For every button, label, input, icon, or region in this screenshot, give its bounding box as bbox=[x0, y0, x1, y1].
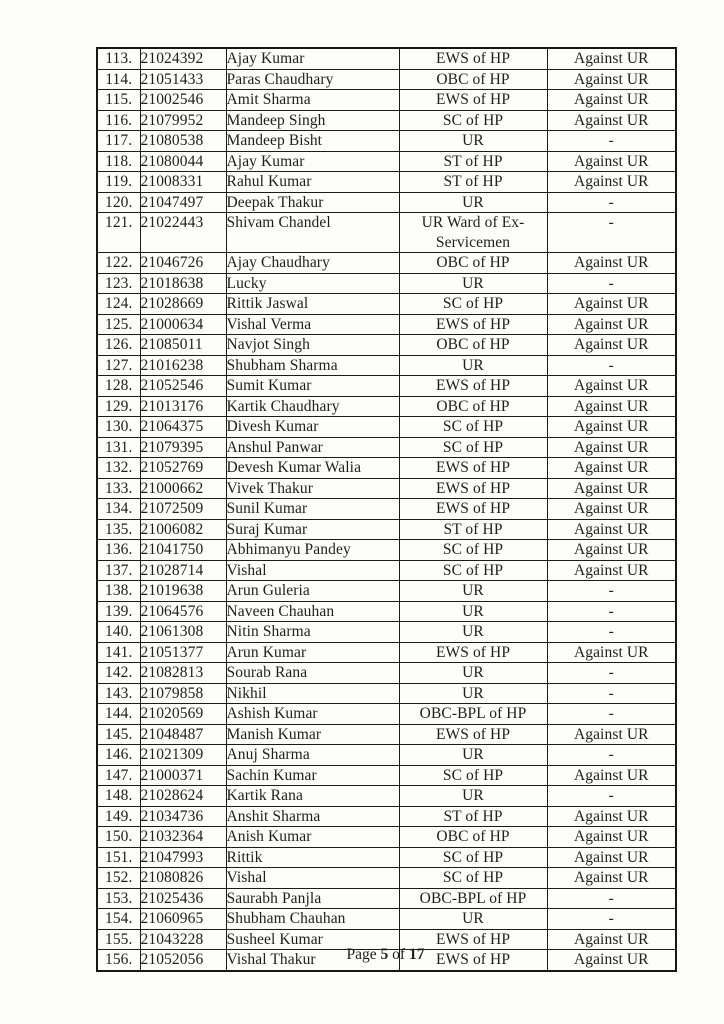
remark-cell: - bbox=[547, 786, 676, 807]
category-cell: SC of HP bbox=[399, 868, 547, 889]
category-cell: ST of HP bbox=[399, 519, 547, 540]
table-row bbox=[97, 110, 676, 131]
table-row bbox=[97, 458, 676, 479]
remark-cell: - bbox=[547, 888, 676, 909]
candidate-name-cell: Paras Chaudhary bbox=[226, 69, 399, 90]
serial-number-cell: 120. bbox=[97, 192, 140, 213]
category-cell: SC of HP bbox=[399, 847, 547, 868]
candidate-name-cell: Sumit Kumar bbox=[226, 376, 399, 397]
table-row bbox=[97, 888, 676, 909]
roll-number-cell: 21024392 bbox=[140, 48, 226, 69]
candidate-name-cell: Devesh Kumar Walia bbox=[226, 458, 399, 479]
category-cell: EWS of HP bbox=[399, 376, 547, 397]
roll-number-cell: 21051433 bbox=[140, 69, 226, 90]
category-cell: SC of HP bbox=[399, 437, 547, 458]
remark-cell: Against UR bbox=[547, 335, 676, 356]
candidate-name-cell: Lucky bbox=[226, 273, 399, 294]
remark-cell: Against UR bbox=[547, 642, 676, 663]
remark-cell: - bbox=[547, 745, 676, 766]
candidate-name-cell: Naveen Chauhan bbox=[226, 601, 399, 622]
roll-number-cell: 21028669 bbox=[140, 294, 226, 315]
roll-number-cell: 21064375 bbox=[140, 417, 226, 438]
category-cell: ST of HP bbox=[399, 172, 547, 193]
roll-number-cell: 21028714 bbox=[140, 560, 226, 581]
roll-number-cell: 21013176 bbox=[140, 396, 226, 417]
serial-number-cell: 149. bbox=[97, 806, 140, 827]
category-cell: OBC of HP bbox=[399, 827, 547, 848]
candidate-name-cell: Nikhil bbox=[226, 683, 399, 704]
candidate-name-cell: Kartik Rana bbox=[226, 786, 399, 807]
candidate-name-cell: Shubham Sharma bbox=[226, 355, 399, 376]
serial-number-cell: 119. bbox=[97, 172, 140, 193]
remark-cell: - bbox=[547, 192, 676, 213]
roll-number-cell: 21000634 bbox=[140, 314, 226, 335]
roll-number-cell: 21047497 bbox=[140, 192, 226, 213]
remark-cell: Against UR bbox=[547, 560, 676, 581]
roll-number-cell: 21048487 bbox=[140, 724, 226, 745]
category-cell: EWS of HP bbox=[399, 929, 547, 950]
roll-number-cell: 21079952 bbox=[140, 110, 226, 131]
candidate-name-cell: Abhimanyu Pandey bbox=[226, 540, 399, 561]
serial-number-cell: 144. bbox=[97, 704, 140, 725]
remark-cell: Against UR bbox=[547, 724, 676, 745]
roll-number-cell: 21016238 bbox=[140, 355, 226, 376]
table-row bbox=[97, 151, 676, 172]
candidate-name-cell: Anshit Sharma bbox=[226, 806, 399, 827]
category-cell: UR bbox=[399, 601, 547, 622]
serial-number-cell: 117. bbox=[97, 131, 140, 152]
serial-number-cell: 141. bbox=[97, 642, 140, 663]
serial-number-cell: 151. bbox=[97, 847, 140, 868]
candidate-name-cell: Nitin Sharma bbox=[226, 622, 399, 643]
candidate-name-cell: Manish Kumar bbox=[226, 724, 399, 745]
remark-cell: - bbox=[547, 213, 676, 253]
serial-number-cell: 143. bbox=[97, 683, 140, 704]
table-row bbox=[97, 48, 676, 69]
table-row bbox=[97, 273, 676, 294]
category-cell: UR bbox=[399, 273, 547, 294]
serial-number-cell: 131. bbox=[97, 437, 140, 458]
candidate-name-cell: Vishal bbox=[226, 560, 399, 581]
serial-number-cell: 127. bbox=[97, 355, 140, 376]
candidate-name-cell: Mandeep Bisht bbox=[226, 131, 399, 152]
page-footer bbox=[96, 945, 675, 965]
serial-number-cell: 121. bbox=[97, 213, 140, 253]
category-cell: ST of HP bbox=[399, 806, 547, 827]
table-row bbox=[97, 642, 676, 663]
table-row bbox=[97, 560, 676, 581]
serial-number-cell: 132. bbox=[97, 458, 140, 479]
category-cell: OBC of HP bbox=[399, 253, 547, 274]
remark-cell: Against UR bbox=[547, 110, 676, 131]
remark-cell: - bbox=[547, 601, 676, 622]
candidate-name-cell: Amit Sharma bbox=[226, 90, 399, 111]
roll-number-cell: 21061308 bbox=[140, 622, 226, 643]
category-cell: EWS of HP bbox=[399, 314, 547, 335]
roll-number-cell: 21072509 bbox=[140, 499, 226, 520]
category-cell: OBC-BPL of HP bbox=[399, 888, 547, 909]
category-cell: OBC of HP bbox=[399, 335, 547, 356]
serial-number-cell: 153. bbox=[97, 888, 140, 909]
remark-cell: Against UR bbox=[547, 437, 676, 458]
remark-cell: Against UR bbox=[547, 69, 676, 90]
serial-number-cell: 123. bbox=[97, 273, 140, 294]
table-row bbox=[97, 376, 676, 397]
table-row bbox=[97, 847, 676, 868]
remark-cell: Against UR bbox=[547, 253, 676, 274]
candidate-name-cell: Rittik Jaswal bbox=[226, 294, 399, 315]
table-row bbox=[97, 724, 676, 745]
table-row bbox=[97, 417, 676, 438]
category-cell: OBC of HP bbox=[399, 396, 547, 417]
category-cell: UR bbox=[399, 909, 547, 930]
table-row bbox=[97, 396, 676, 417]
remark-cell: - bbox=[547, 131, 676, 152]
serial-number-cell: 154. bbox=[97, 909, 140, 930]
table-row bbox=[97, 540, 676, 561]
remark-cell: - bbox=[547, 909, 676, 930]
table-row bbox=[97, 622, 676, 643]
remark-cell: - bbox=[547, 581, 676, 602]
serial-number-cell: 137. bbox=[97, 560, 140, 581]
table-row bbox=[97, 683, 676, 704]
serial-number-cell: 116. bbox=[97, 110, 140, 131]
category-cell: SC of HP bbox=[399, 417, 547, 438]
table-row bbox=[97, 355, 676, 376]
table-row bbox=[97, 909, 676, 930]
category-cell: SC of HP bbox=[399, 294, 547, 315]
table-row bbox=[97, 581, 676, 602]
serial-number-cell: 128. bbox=[97, 376, 140, 397]
candidate-name-cell: Anuj Sharma bbox=[226, 745, 399, 766]
candidate-name-cell: Susheel Kumar bbox=[226, 929, 399, 950]
footer-of-label: of bbox=[392, 946, 406, 963]
roll-number-cell: 21051377 bbox=[140, 642, 226, 663]
remark-cell: Against UR bbox=[547, 806, 676, 827]
table-row bbox=[97, 90, 676, 111]
category-cell: UR bbox=[399, 581, 547, 602]
roll-number-cell: 21018638 bbox=[140, 273, 226, 294]
serial-number-cell: 133. bbox=[97, 478, 140, 499]
table-row bbox=[97, 499, 676, 520]
roll-number-cell: 21000662 bbox=[140, 478, 226, 499]
remark-cell: Against UR bbox=[547, 519, 676, 540]
category-cell: EWS of HP bbox=[399, 478, 547, 499]
table-row bbox=[97, 663, 676, 684]
category-cell: EWS of HP bbox=[399, 724, 547, 745]
category-cell: UR Ward of Ex-Servicemen bbox=[399, 213, 547, 253]
candidate-name-cell: Vishal Verma bbox=[226, 314, 399, 335]
serial-number-cell: 138. bbox=[97, 581, 140, 602]
category-cell: EWS of HP bbox=[399, 642, 547, 663]
serial-number-cell: 125. bbox=[97, 314, 140, 335]
table-row bbox=[97, 827, 676, 848]
category-cell: UR bbox=[399, 683, 547, 704]
candidate-name-cell: Rahul Kumar bbox=[226, 172, 399, 193]
roll-number-cell: 21020569 bbox=[140, 704, 226, 725]
serial-number-cell: 118. bbox=[97, 151, 140, 172]
candidate-name-cell: Sachin Kumar bbox=[226, 765, 399, 786]
roll-number-cell: 21022443 bbox=[140, 213, 226, 253]
table-row bbox=[97, 192, 676, 213]
candidate-name-cell: Saurabh Panjla bbox=[226, 888, 399, 909]
candidate-name-cell: Shivam Chandel bbox=[226, 213, 399, 253]
table-row bbox=[97, 868, 676, 889]
roll-number-cell: 21079395 bbox=[140, 437, 226, 458]
serial-number-cell: 140. bbox=[97, 622, 140, 643]
table-row bbox=[97, 786, 676, 807]
category-cell: SC of HP bbox=[399, 560, 547, 581]
remark-cell: Against UR bbox=[547, 929, 676, 950]
category-cell: SC of HP bbox=[399, 765, 547, 786]
category-cell: UR bbox=[399, 355, 547, 376]
roll-number-cell: 21028624 bbox=[140, 786, 226, 807]
remark-cell: Against UR bbox=[547, 151, 676, 172]
remark-cell: - bbox=[547, 663, 676, 684]
candidate-name-cell: Suraj Kumar bbox=[226, 519, 399, 540]
candidate-name-cell: Divesh Kumar bbox=[226, 417, 399, 438]
remark-cell: Against UR bbox=[547, 827, 676, 848]
serial-number-cell: 136. bbox=[97, 540, 140, 561]
serial-number-cell: 139. bbox=[97, 601, 140, 622]
footer-total-pages: 17 bbox=[408, 946, 425, 963]
candidate-name-cell: Arun Guleria bbox=[226, 581, 399, 602]
table-row bbox=[97, 253, 676, 274]
category-cell: ST of HP bbox=[399, 151, 547, 172]
roll-number-cell: 21032364 bbox=[140, 827, 226, 848]
candidate-name-cell: Ajay Kumar bbox=[226, 151, 399, 172]
roll-number-cell: 21082813 bbox=[140, 663, 226, 684]
remark-cell: Against UR bbox=[547, 314, 676, 335]
remark-cell: - bbox=[547, 704, 676, 725]
remark-cell: Against UR bbox=[547, 396, 676, 417]
remark-cell: - bbox=[547, 622, 676, 643]
remark-cell: Against UR bbox=[547, 950, 676, 971]
category-cell: SC of HP bbox=[399, 110, 547, 131]
table-row bbox=[97, 704, 676, 725]
candidate-name-cell: Arun Kumar bbox=[226, 642, 399, 663]
remark-cell: Against UR bbox=[547, 417, 676, 438]
roll-number-cell: 21006082 bbox=[140, 519, 226, 540]
remark-cell: Against UR bbox=[547, 376, 676, 397]
candidate-name-cell: Mandeep Singh bbox=[226, 110, 399, 131]
roll-number-cell: 21047993 bbox=[140, 847, 226, 868]
serial-number-cell: 134. bbox=[97, 499, 140, 520]
roll-number-cell: 21034736 bbox=[140, 806, 226, 827]
table-row bbox=[97, 519, 676, 540]
remark-cell: Against UR bbox=[547, 499, 676, 520]
remark-cell: Against UR bbox=[547, 765, 676, 786]
roll-number-cell: 21000371 bbox=[140, 765, 226, 786]
roll-number-cell: 21008331 bbox=[140, 172, 226, 193]
serial-number-cell: 114. bbox=[97, 69, 140, 90]
candidate-name-cell: Sunil Kumar bbox=[226, 499, 399, 520]
remark-cell: Against UR bbox=[547, 90, 676, 111]
table-row bbox=[97, 172, 676, 193]
serial-number-cell: 150. bbox=[97, 827, 140, 848]
roll-number-cell: 21080538 bbox=[140, 131, 226, 152]
roll-number-cell: 21043228 bbox=[140, 929, 226, 950]
table-row bbox=[97, 745, 676, 766]
remark-cell: Against UR bbox=[547, 172, 676, 193]
table-row bbox=[97, 601, 676, 622]
table-row bbox=[97, 335, 676, 356]
candidate-name-cell: Vivek Thakur bbox=[226, 478, 399, 499]
table-row bbox=[97, 69, 676, 90]
roll-number-cell: 21046726 bbox=[140, 253, 226, 274]
roll-number-cell: 21064576 bbox=[140, 601, 226, 622]
category-cell: EWS of HP bbox=[399, 90, 547, 111]
candidate-name-cell: Sourab Rana bbox=[226, 663, 399, 684]
candidate-name-cell: Anish Kumar bbox=[226, 827, 399, 848]
category-cell: SC of HP bbox=[399, 540, 547, 561]
remark-cell: Against UR bbox=[547, 847, 676, 868]
roll-number-cell: 21052546 bbox=[140, 376, 226, 397]
serial-number-cell: 122. bbox=[97, 253, 140, 274]
category-cell: UR bbox=[399, 663, 547, 684]
table-row bbox=[97, 437, 676, 458]
serial-number-cell: 145. bbox=[97, 724, 140, 745]
candidate-name-cell: Kartik Chaudhary bbox=[226, 396, 399, 417]
candidate-name-cell: Ajay Chaudhary bbox=[226, 253, 399, 274]
category-cell: EWS of HP bbox=[399, 458, 547, 479]
category-cell: UR bbox=[399, 786, 547, 807]
roll-number-cell: 21021309 bbox=[140, 745, 226, 766]
serial-number-cell: 147. bbox=[97, 765, 140, 786]
serial-number-cell: 152. bbox=[97, 868, 140, 889]
table-row bbox=[97, 294, 676, 315]
roll-number-cell: 21052056 bbox=[140, 950, 226, 971]
serial-number-cell: 124. bbox=[97, 294, 140, 315]
category-cell: UR bbox=[399, 192, 547, 213]
table-row bbox=[97, 314, 676, 335]
roll-number-cell: 21079858 bbox=[140, 683, 226, 704]
footer-page-label: Page bbox=[346, 946, 377, 963]
table-body bbox=[97, 48, 676, 971]
table-row bbox=[97, 765, 676, 786]
roll-number-cell: 21041750 bbox=[140, 540, 226, 561]
remark-cell: - bbox=[547, 683, 676, 704]
candidate-name-cell: Vishal bbox=[226, 868, 399, 889]
serial-number-cell: 113. bbox=[97, 48, 140, 69]
roll-number-cell: 21085011 bbox=[140, 335, 226, 356]
candidate-name-cell: Deepak Thakur bbox=[226, 192, 399, 213]
remark-cell: Against UR bbox=[547, 478, 676, 499]
roll-number-cell: 21080044 bbox=[140, 151, 226, 172]
category-cell: UR bbox=[399, 131, 547, 152]
remark-cell: Against UR bbox=[547, 48, 676, 69]
serial-number-cell: 129. bbox=[97, 396, 140, 417]
remark-cell: Against UR bbox=[547, 294, 676, 315]
serial-number-cell: 135. bbox=[97, 519, 140, 540]
roll-number-cell: 21080826 bbox=[140, 868, 226, 889]
serial-number-cell: 130. bbox=[97, 417, 140, 438]
roll-number-cell: 21019638 bbox=[140, 581, 226, 602]
candidate-name-cell: Anshul Panwar bbox=[226, 437, 399, 458]
merit-list-table bbox=[96, 47, 677, 972]
roll-number-cell: 21025436 bbox=[140, 888, 226, 909]
candidate-name-cell: Navjot Singh bbox=[226, 335, 399, 356]
serial-number-cell: 148. bbox=[97, 786, 140, 807]
serial-number-cell: 155. bbox=[97, 929, 140, 950]
roll-number-cell: 21060965 bbox=[140, 909, 226, 930]
serial-number-cell: 142. bbox=[97, 663, 140, 684]
footer-page-number: 5 bbox=[380, 946, 389, 963]
candidate-name-cell: Ajay Kumar bbox=[226, 48, 399, 69]
serial-number-cell: 126. bbox=[97, 335, 140, 356]
candidate-name-cell: Vishal Thakur bbox=[226, 950, 399, 971]
remark-cell: Against UR bbox=[547, 868, 676, 889]
category-cell: UR bbox=[399, 745, 547, 766]
remark-cell: Against UR bbox=[547, 540, 676, 561]
table-row bbox=[97, 478, 676, 499]
table-row bbox=[97, 806, 676, 827]
remark-cell: - bbox=[547, 273, 676, 294]
roll-number-cell: 21002546 bbox=[140, 90, 226, 111]
candidate-name-cell: Ashish Kumar bbox=[226, 704, 399, 725]
category-cell: EWS of HP bbox=[399, 950, 547, 971]
category-cell: OBC of HP bbox=[399, 69, 547, 90]
category-cell: UR bbox=[399, 622, 547, 643]
serial-number-cell: 146. bbox=[97, 745, 140, 766]
remark-cell: Against UR bbox=[547, 458, 676, 479]
table-row bbox=[97, 131, 676, 152]
remark-cell: - bbox=[547, 355, 676, 376]
serial-number-cell: 156. bbox=[97, 950, 140, 971]
roll-number-cell: 21052769 bbox=[140, 458, 226, 479]
category-cell: EWS of HP bbox=[399, 48, 547, 69]
table-row bbox=[97, 213, 676, 253]
candidate-name-cell: Rittik bbox=[226, 847, 399, 868]
category-cell: OBC-BPL of HP bbox=[399, 704, 547, 725]
serial-number-cell: 115. bbox=[97, 90, 140, 111]
candidate-name-cell: Shubham Chauhan bbox=[226, 909, 399, 930]
category-cell: EWS of HP bbox=[399, 499, 547, 520]
